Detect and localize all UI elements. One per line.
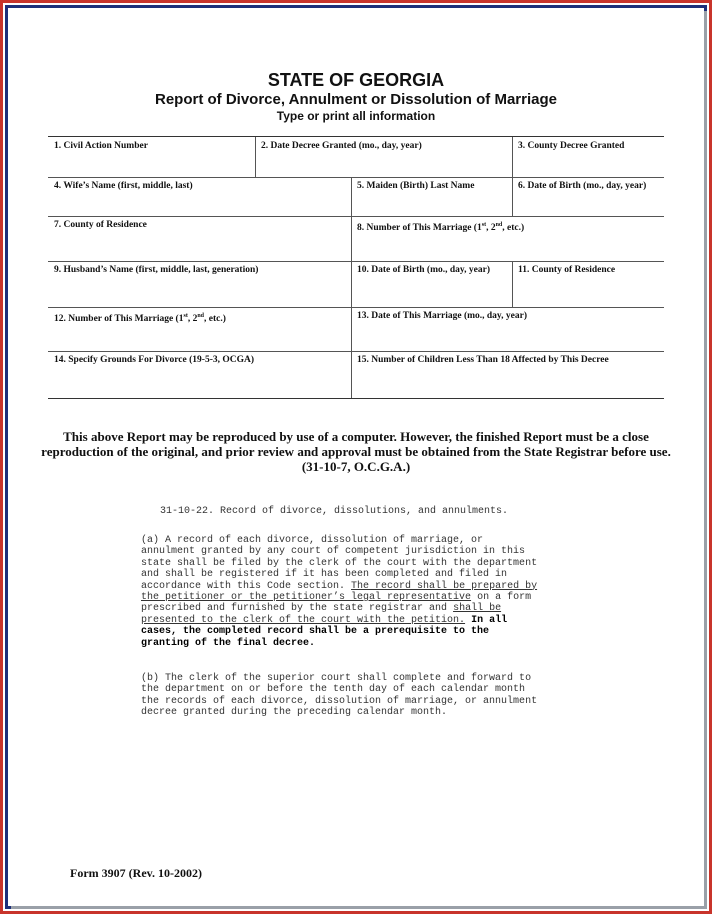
code-paragraph-a: (a) A record of each divorce, dissolution of marriage, or annulment granted by any court of competent jurisdiction in this state shall be filed by the clerk of the court with the department and shall be registered if it has been completed and filed in accordance with this Code section. The record shall be prepared by the petitioner or the petitioner’s legal representative on a form prescribed and furnished by the state registrar and shall be presented to the clerk of the court with the petition. In all cases, the completed record shall be a prerequisite to the granting of the final decree. (141, 535, 538, 649)
field-maiden-name[interactable] (351, 177, 512, 216)
field-label: 12. Number of This Marriage (1st, 2nd, etc.) (54, 313, 226, 325)
form-number: Form 3907 (Rev. 10-2002) (70, 866, 202, 880)
field-husband-date-of-birth[interactable] (351, 261, 512, 307)
field-label: 3. County Decree Granted (518, 141, 625, 151)
document-title: STATE OF GEORGIA (267, 70, 445, 90)
field-husband-county-of-residence[interactable] (512, 261, 664, 307)
notice-line: reproduction of the original, and prior review and approval must be obtained from the State Registrar before use. (41, 444, 671, 459)
field-grounds-for-divorce[interactable] (48, 351, 351, 398)
field-label: 6. Date of Birth (mo., day, year) (518, 181, 647, 191)
field-label: 13. Date of This Marriage (mo., day, year) (357, 311, 528, 321)
document-instruction: Type or print all information (276, 109, 436, 123)
field-husband-number-of-marriage[interactable] (48, 307, 351, 351)
field-label: 2. Date Decree Granted (mo., day, year) (261, 141, 422, 151)
field-label: 5. Maiden (Birth) Last Name (357, 181, 475, 191)
field-label: 1. Civil Action Number (54, 141, 148, 151)
report-form-table (48, 136, 664, 399)
field-wife-date-of-birth[interactable] (512, 177, 664, 216)
field-label: 11. County of Residence (518, 265, 616, 275)
field-number-of-children[interactable] (351, 351, 664, 398)
field-date-decree-granted[interactable] (255, 137, 512, 177)
document-subtitle: Report of Divorce, Annulment or Dissolution of Marriage (155, 91, 557, 108)
field-wife-name[interactable] (48, 177, 351, 216)
notice-line: This above Report may be reproduced by use of a computer. However, the finished Report must be a close (63, 429, 649, 444)
code-section-title: 31-10-22. Record of divorce, dissolutions, and annulments. (160, 506, 509, 517)
field-label: 8. Number of This Marriage (1st, 2nd, etc.) (357, 222, 525, 234)
field-label: 10. Date of Birth (mo., day, year) (357, 265, 490, 275)
field-county-decree-granted[interactable] (512, 137, 664, 177)
field-label: 4. Wife’s Name (first, middle, last) (54, 181, 193, 191)
field-wife-county-of-residence[interactable] (48, 216, 351, 261)
field-date-of-marriage[interactable] (351, 307, 664, 351)
field-label: 14. Specify Grounds For Divorce (19-5-3, OCGA) (54, 355, 255, 365)
field-label: 7. County of Residence (54, 220, 147, 230)
notice-citation: (31-10-7, O.C.G.A.) (301, 459, 411, 474)
field-husband-name[interactable] (48, 261, 351, 307)
field-label: 9. Husband’s Name (first, middle, last, generation) (54, 265, 259, 275)
field-wife-number-of-marriage[interactable] (351, 216, 664, 261)
field-label: 15. Number of Children Less Than 18 Affected by This Decree (357, 355, 609, 365)
reproduction-notice (40, 429, 672, 474)
code-paragraph-b: (b) The clerk of the superior court shall complete and forward to the department on or before the tenth day of each calendar month the records of each divorce, dissolution of marriage, or annulment decree granted during the preceding calendar month. (141, 673, 538, 719)
field-civil-action-number[interactable] (48, 137, 255, 177)
